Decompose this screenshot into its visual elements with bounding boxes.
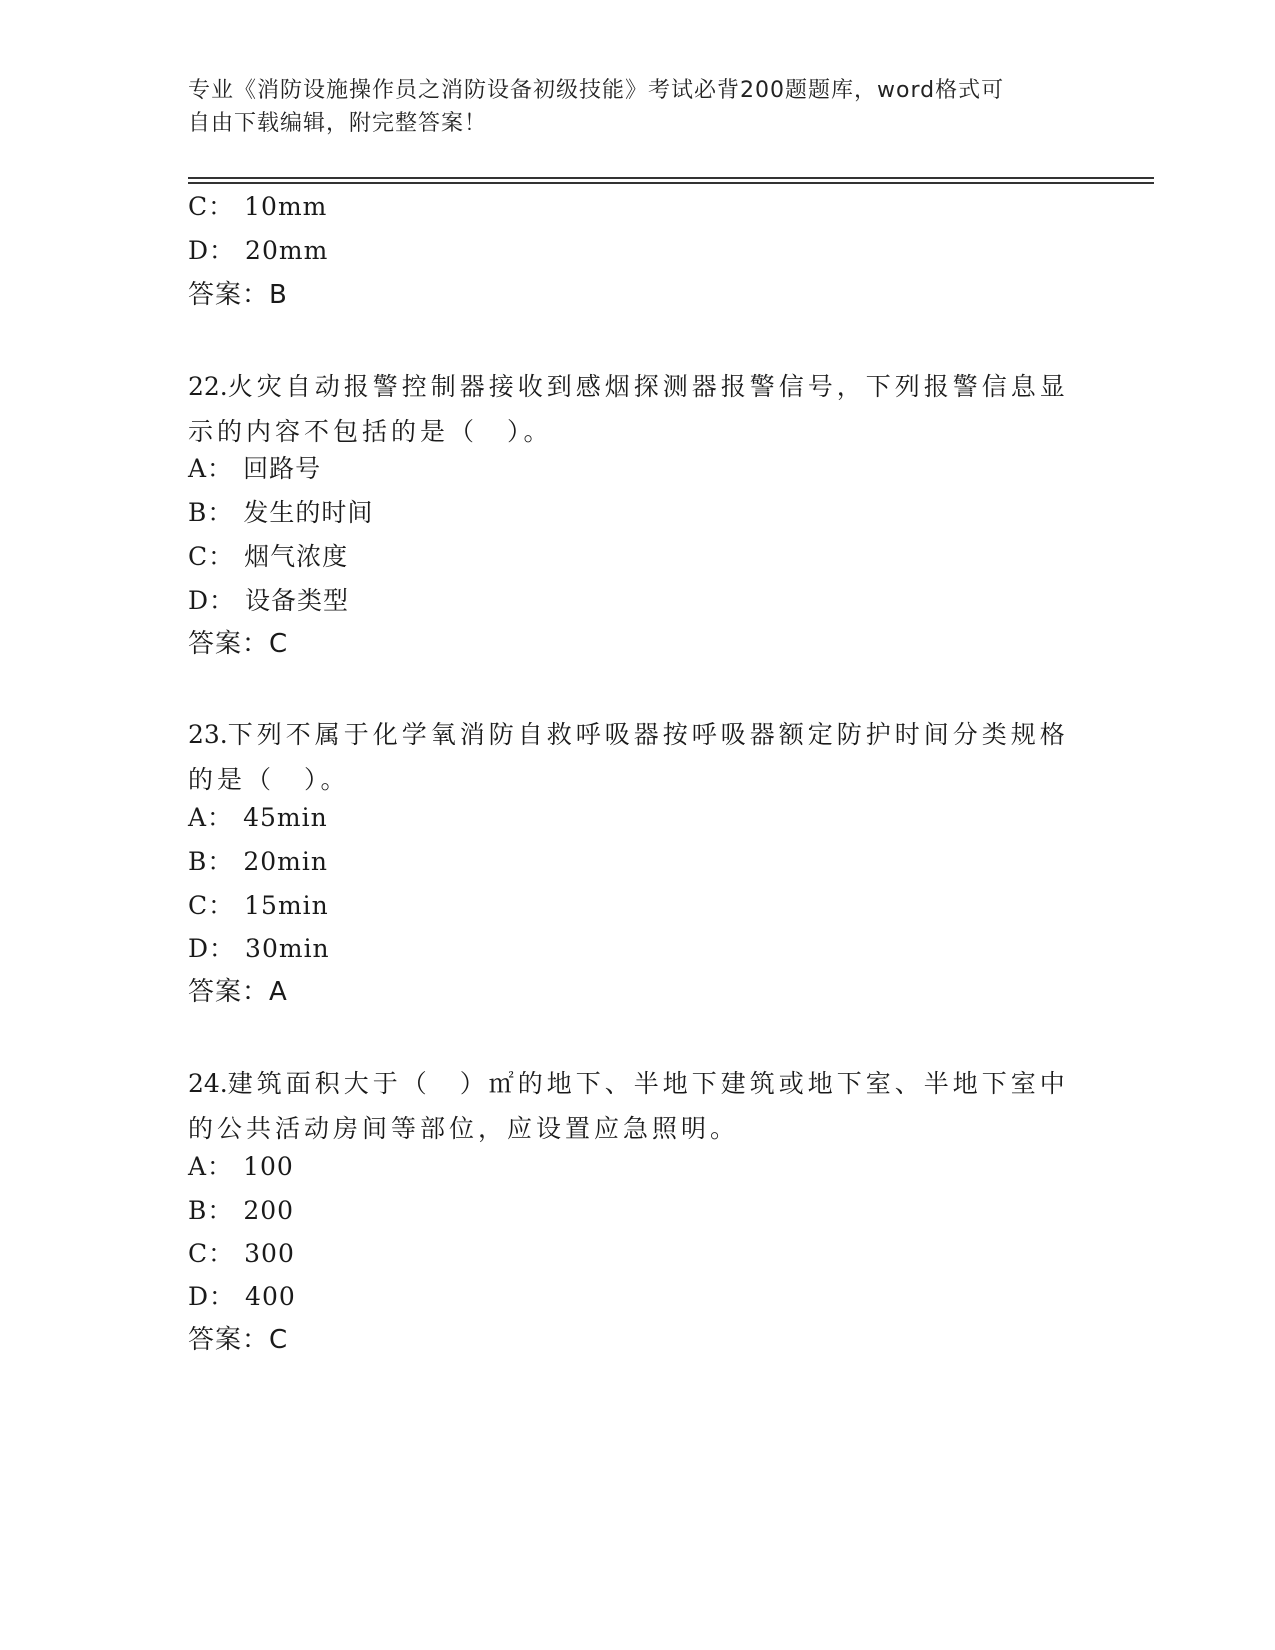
option-key: C： — [188, 192, 235, 221]
question-24-option-d — [188, 1282, 296, 1312]
option-c — [188, 192, 327, 222]
question-stem: 下列不属于化学氧消防自救呼吸器按呼吸器额定防护时间分类规格的是（ ）。 — [188, 720, 1069, 794]
question-23-answer: 答案：A — [188, 977, 288, 1007]
option-key: A： — [188, 454, 234, 483]
question-number: 24. — [188, 1069, 228, 1098]
question-23-option-d — [188, 934, 330, 964]
option-value: 400 — [245, 1282, 296, 1311]
answer-line: 答案：B — [188, 280, 288, 310]
option-value: 发生的时间 — [243, 498, 374, 527]
option-key: D： — [188, 934, 236, 963]
option-d — [188, 236, 328, 266]
option-value: 300 — [244, 1239, 295, 1268]
question-number: 23. — [188, 720, 228, 749]
question-22-answer: 答案：C — [188, 629, 289, 659]
question-24-option-b — [188, 1196, 294, 1226]
question-24-option-a — [188, 1152, 294, 1182]
option-key: D： — [188, 1282, 236, 1311]
option-key: D： — [188, 236, 236, 265]
question-stem: 火灾自动报警控制器接收到感烟探测器报警信号，下列报警信息显示的内容不包括的是（ ）。 — [188, 372, 1069, 446]
option-key: D： — [188, 586, 236, 615]
option-value: 15min — [244, 891, 329, 920]
option-value: 回路号 — [243, 454, 322, 483]
option-value: 20min — [243, 847, 328, 876]
question-number: 22. — [188, 372, 228, 401]
option-key: C： — [188, 542, 235, 571]
option-key: A： — [188, 803, 234, 832]
option-value: 10mm — [244, 192, 328, 221]
header-line-1: 专业《消防设施操作员之消防设备初级技能》考试必背200题题库，word格式可 — [188, 78, 1005, 103]
option-value: 20mm — [245, 236, 329, 265]
option-key: B： — [188, 847, 234, 876]
question-23-option-c — [188, 891, 329, 921]
question-22-option-c — [188, 542, 348, 572]
option-key: C： — [188, 1239, 235, 1268]
header-line-2: 自由下载编辑，附完整答案！ — [188, 111, 488, 136]
option-value: 100 — [243, 1152, 294, 1181]
option-value: 30min — [245, 934, 330, 963]
question-23-text — [188, 712, 1078, 802]
question-22-option-d — [188, 586, 349, 616]
question-24-text — [188, 1061, 1078, 1151]
question-22-option-a — [188, 454, 321, 484]
option-key: A： — [188, 1152, 234, 1181]
header-divider-bottom — [188, 182, 1154, 184]
option-value: 设备类型 — [245, 586, 350, 615]
option-key: B： — [188, 498, 234, 527]
question-stem: 建筑面积大于（ ）㎡的地下、半地下建筑或地下室、半地下室中的公共活动房间等部位，应设置应急照明。 — [188, 1069, 1069, 1143]
option-value: 烟气浓度 — [244, 542, 349, 571]
document-header — [188, 74, 1088, 140]
question-22-option-b — [188, 498, 373, 528]
question-23-option-a — [188, 803, 328, 833]
question-22-text — [188, 364, 1078, 454]
option-value: 200 — [243, 1196, 295, 1225]
question-23-option-b — [188, 847, 328, 877]
question-24-option-c — [188, 1239, 295, 1269]
question-24-answer: 答案：C — [188, 1325, 289, 1355]
option-value: 45min — [243, 803, 328, 832]
option-key: B： — [188, 1196, 234, 1225]
option-key: C： — [188, 891, 235, 920]
header-divider-top — [188, 177, 1154, 179]
